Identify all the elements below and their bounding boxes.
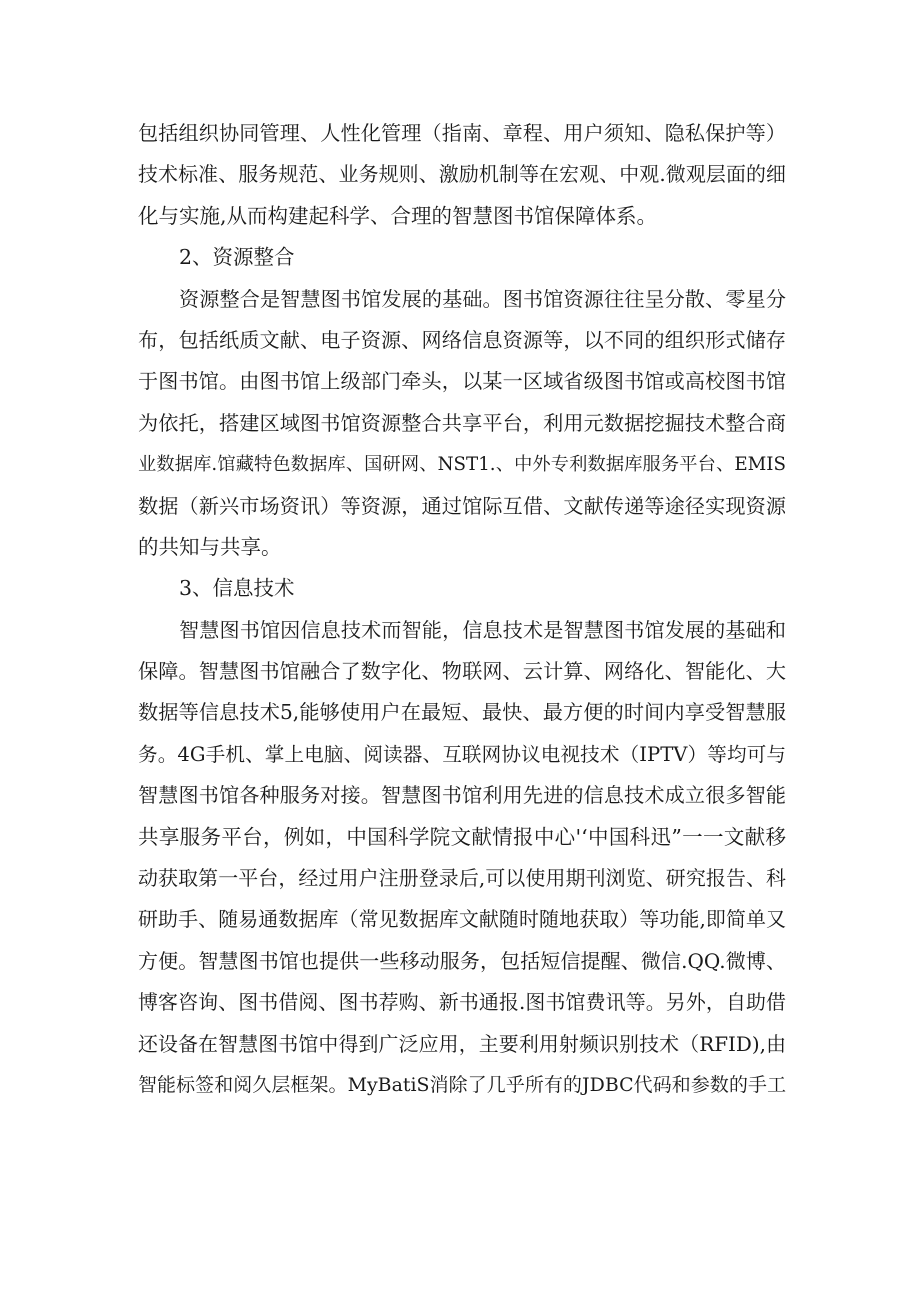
- paragraph-line: 数据等信息技术5,能够使用户在最短、最快、最方便的时间内享受智慧服: [138, 700, 786, 725]
- paragraph-line: 于图书馆。由图书馆上级部门牵头，以某一区域省级图书馆或高校图书馆: [138, 369, 786, 394]
- paragraph-line: 包括组织协同管理、人性化管理（指南、章程、用户须知、隐私保护等）: [138, 121, 786, 145]
- paragraph-line: 智慧图书馆因信息技术而智能，信息技术是智慧图书馆发展的基础和: [179, 617, 786, 642]
- paragraph-line: 动获取第一平台，经过用户注册登录后,可以使用期刊浏览、研究报告、科: [138, 866, 786, 891]
- paragraph-line: 还设备在智慧图书馆中得到广泛应用，主要利用射频识别技术（RFID),由: [138, 1032, 786, 1056]
- paragraph-line: 数据（新兴市场资讯）等资源，通过馆际互借、文献传递等途径实现资源: [138, 493, 786, 518]
- paragraph-line: 布，包括纸质文献、电子资源、网络信息资源等，以不同的组织形式储存: [138, 327, 786, 352]
- section-heading-resource-integration: 2、资源整合: [179, 245, 295, 270]
- paragraph-line: 智慧图书馆各种服务对接。智慧图书馆利用先进的信息技术成立很多智能: [138, 783, 786, 808]
- paragraph-line: 务。4G手机、掌上电脑、阅读器、互联网协议电视技术（IPTV）等均可与: [138, 742, 786, 766]
- paragraph-line: 博客咨询、图书借阅、图书荐购、新书通报.图书馆费讯等。另外，自助借: [138, 990, 786, 1015]
- paragraph-line: 方便。智慧图书馆也提供一些移动服务，包括短信提醒、微信.QQ.微博、: [138, 948, 786, 973]
- paragraph-line: 资源整合是智慧图书馆发展的基础。图书馆资源往往呈分散、零星分: [179, 286, 786, 311]
- paragraph-line: 共享服务平台，例如，中国科学院文献情报中心'‘中国科迅”一一文献移: [138, 824, 786, 849]
- document-body: [138, 113, 786, 1106]
- section-heading-information-technology: 3、信息技术: [179, 576, 295, 601]
- paragraph-line: 化与实施,从而构建起科学、合理的智慧图书馆保障体系。: [138, 203, 658, 228]
- paragraph-line: 技术标准、服务规范、业务规则、激励机制等在宏观、中观.微观层面的细: [138, 162, 786, 187]
- paragraph-line: 的共知与共享。: [138, 534, 282, 559]
- paragraph-line: 业数据库.馆藏特色数据库、国研网、NST1.、中外专利数据库服务平台、EMIS: [138, 454, 786, 476]
- paragraph-line: 研助手、随易通数据库（常见数据库文献随时随地获取）等功能,即简单又: [138, 907, 786, 932]
- paragraph-line: 智能标签和阅久层框架。MyBatiS消除了几乎所有的JDBC代码和参数的手工: [138, 1073, 786, 1096]
- paragraph-line: 为依托，搭建区域图书馆资源整合共享平台，利用元数据挖掘技术整合商: [138, 410, 786, 435]
- paragraph-line: 保障。智慧图书馆融合了数字化、物联网、云计算、网络化、智能化、大: [138, 659, 786, 684]
